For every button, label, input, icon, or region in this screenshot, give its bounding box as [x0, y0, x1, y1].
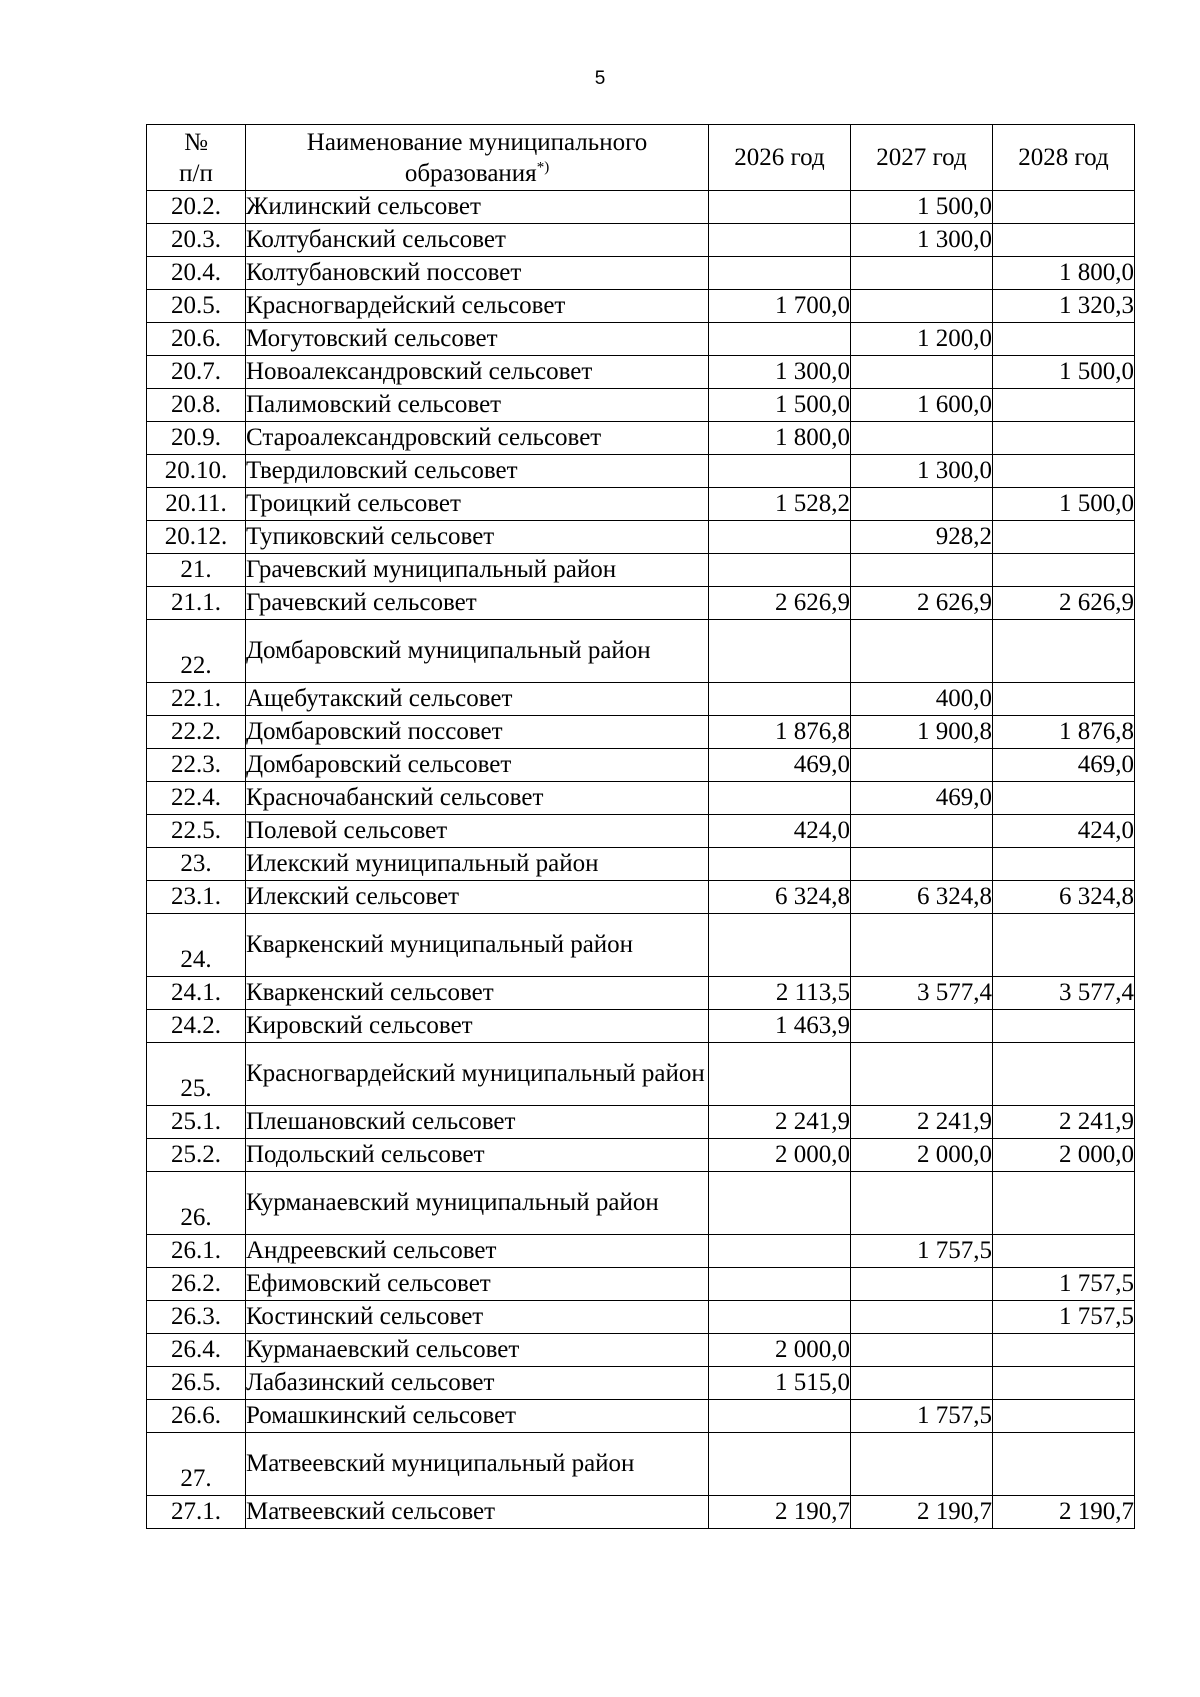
row-value-2027-cell	[851, 356, 993, 389]
row-value-2028-cell	[993, 782, 1135, 815]
row-value-2026-cell: 1 800,0	[709, 422, 851, 455]
row-value-2028-cell	[993, 455, 1135, 488]
table-row	[147, 1496, 1135, 1529]
table-row	[147, 1043, 1135, 1106]
row-number-cell: 26.6.	[147, 1400, 246, 1433]
row-value-2028-cell	[993, 323, 1135, 356]
row-name-cell: Полевой сельсовет	[246, 815, 709, 848]
row-number-cell: 26.1.	[147, 1235, 246, 1268]
row-name-cell: Матвеевский муниципальный район	[246, 1433, 709, 1496]
row-value-2026-cell: 2 000,0	[709, 1139, 851, 1172]
row-value-2027-cell	[851, 1334, 993, 1367]
row-value-2028-cell: 2 190,7	[993, 1496, 1135, 1529]
row-name-cell: Костинский сельсовет	[246, 1301, 709, 1334]
row-value-2028-cell	[993, 914, 1135, 977]
row-value-2028-cell: 2 626,9	[993, 587, 1135, 620]
row-value-2027-cell: 400,0	[851, 683, 993, 716]
header-year-2028: 2028 год	[993, 125, 1135, 191]
row-name-cell: Красногвардейский муниципальный район	[246, 1043, 709, 1106]
row-value-2026-cell: 6 324,8	[709, 881, 851, 914]
row-number-cell: 20.6.	[147, 323, 246, 356]
row-value-2027-cell: 1 300,0	[851, 455, 993, 488]
row-value-2026-cell	[709, 782, 851, 815]
table-row	[147, 488, 1135, 521]
row-value-2028-cell	[993, 1235, 1135, 1268]
table-row	[147, 323, 1135, 356]
row-name-cell: Грачевский муниципальный район	[246, 554, 709, 587]
row-number-cell: 20.4.	[147, 257, 246, 290]
row-number-cell: 26.2.	[147, 1268, 246, 1301]
header-year-2027: 2027 год	[851, 125, 993, 191]
row-value-2027-cell: 1 300,0	[851, 224, 993, 257]
row-value-2027-cell: 1 200,0	[851, 323, 993, 356]
row-value-2028-cell	[993, 1367, 1135, 1400]
row-number-cell: 20.2.	[147, 191, 246, 224]
row-value-2027-cell	[851, 1043, 993, 1106]
row-value-2026-cell	[709, 1235, 851, 1268]
row-value-2028-cell	[993, 191, 1135, 224]
row-name-cell: Кировский сельсовет	[246, 1010, 709, 1043]
row-name-cell: Колтубановский поссовет	[246, 257, 709, 290]
table-row	[147, 554, 1135, 587]
row-value-2027-cell: 2 241,9	[851, 1106, 993, 1139]
row-value-2026-cell	[709, 914, 851, 977]
row-value-2027-cell	[851, 257, 993, 290]
row-value-2028-cell: 1 500,0	[993, 356, 1135, 389]
row-value-2028-cell	[993, 1043, 1135, 1106]
row-value-2027-cell: 1 500,0	[851, 191, 993, 224]
table-row	[147, 1139, 1135, 1172]
row-value-2027-cell: 928,2	[851, 521, 993, 554]
row-number-cell: 22.4.	[147, 782, 246, 815]
row-value-2028-cell: 3 577,4	[993, 977, 1135, 1010]
row-number-cell: 22.5.	[147, 815, 246, 848]
row-name-cell: Домбаровский поссовет	[246, 716, 709, 749]
row-name-cell: Плешановский сельсовет	[246, 1106, 709, 1139]
table-row	[147, 587, 1135, 620]
row-name-cell: Ромашкинский сельсовет	[246, 1400, 709, 1433]
row-value-2028-cell	[993, 224, 1135, 257]
row-value-2028-cell: 1 757,5	[993, 1268, 1135, 1301]
row-value-2027-cell	[851, 488, 993, 521]
row-number-cell: 20.10.	[147, 455, 246, 488]
table-header-row	[147, 125, 1135, 191]
table-row	[147, 1172, 1135, 1235]
row-name-cell: Палимовский сельсовет	[246, 389, 709, 422]
row-value-2026-cell	[709, 1043, 851, 1106]
row-value-2027-cell	[851, 1172, 993, 1235]
table-row	[147, 290, 1135, 323]
row-value-2027-cell: 3 577,4	[851, 977, 993, 1010]
row-name-cell: Староалександровский сельсовет	[246, 422, 709, 455]
row-value-2027-cell	[851, 554, 993, 587]
table-row	[147, 977, 1135, 1010]
row-value-2026-cell	[709, 1172, 851, 1235]
row-value-2027-cell	[851, 1301, 993, 1334]
row-value-2026-cell: 2 113,5	[709, 977, 851, 1010]
table-row	[147, 389, 1135, 422]
row-value-2026-cell	[709, 554, 851, 587]
row-number-cell: 26.3.	[147, 1301, 246, 1334]
table-row	[147, 683, 1135, 716]
row-number-cell: 22.	[147, 620, 246, 683]
table-row	[147, 1334, 1135, 1367]
table-row	[147, 1367, 1135, 1400]
row-value-2027-cell	[851, 1433, 993, 1496]
row-value-2028-cell	[993, 1334, 1135, 1367]
row-value-2028-cell: 1 320,3	[993, 290, 1135, 323]
row-value-2027-cell: 2 000,0	[851, 1139, 993, 1172]
row-number-cell: 21.1.	[147, 587, 246, 620]
row-value-2028-cell	[993, 422, 1135, 455]
row-value-2027-cell: 2 626,9	[851, 587, 993, 620]
page-number: 5	[594, 68, 606, 89]
row-value-2028-cell: 1 500,0	[993, 488, 1135, 521]
allocation-table	[146, 124, 1135, 1529]
row-value-2026-cell: 2 241,9	[709, 1106, 851, 1139]
row-value-2028-cell	[993, 1433, 1135, 1496]
table-row	[147, 815, 1135, 848]
row-value-2028-cell: 1 800,0	[993, 257, 1135, 290]
table-row	[147, 1235, 1135, 1268]
table-body	[147, 191, 1135, 1529]
row-number-cell: 20.9.	[147, 422, 246, 455]
row-name-cell: Курманаевский муниципальный район	[246, 1172, 709, 1235]
row-number-cell: 25.	[147, 1043, 246, 1106]
row-number-cell: 26.5.	[147, 1367, 246, 1400]
header-number-sign: №	[184, 128, 208, 156]
row-number-cell: 23.1.	[147, 881, 246, 914]
row-name-cell: Троицкий сельсовет	[246, 488, 709, 521]
row-name-cell: Могутовский сельсовет	[246, 323, 709, 356]
table-row	[147, 1268, 1135, 1301]
row-value-2026-cell: 424,0	[709, 815, 851, 848]
row-value-2026-cell: 1 876,8	[709, 716, 851, 749]
row-value-2027-cell	[851, 749, 993, 782]
row-name-cell: Илекский муниципальный район	[246, 848, 709, 881]
row-name-cell: Тупиковский сельсовет	[246, 521, 709, 554]
row-value-2027-cell: 469,0	[851, 782, 993, 815]
table-row	[147, 257, 1135, 290]
row-value-2027-cell: 1 757,5	[851, 1400, 993, 1433]
row-name-cell: Колтубанский сельсовет	[246, 224, 709, 257]
row-name-cell: Твердиловский сельсовет	[246, 455, 709, 488]
row-value-2028-cell: 469,0	[993, 749, 1135, 782]
row-value-2026-cell: 1 700,0	[709, 290, 851, 323]
header-number	[147, 125, 246, 191]
row-value-2028-cell	[993, 1172, 1135, 1235]
table-row	[147, 914, 1135, 977]
row-value-2027-cell	[851, 290, 993, 323]
row-value-2026-cell: 2 190,7	[709, 1496, 851, 1529]
row-value-2026-cell: 2 626,9	[709, 587, 851, 620]
row-name-cell: Жилинский сельсовет	[246, 191, 709, 224]
row-value-2027-cell	[851, 1268, 993, 1301]
header-name	[246, 125, 709, 191]
row-name-cell: Илекский сельсовет	[246, 881, 709, 914]
row-value-2027-cell	[851, 620, 993, 683]
row-value-2026-cell	[709, 521, 851, 554]
row-value-2028-cell	[993, 683, 1135, 716]
row-value-2027-cell: 6 324,8	[851, 881, 993, 914]
row-value-2026-cell: 1 500,0	[709, 389, 851, 422]
table-row	[147, 620, 1135, 683]
row-number-cell: 22.3.	[147, 749, 246, 782]
row-value-2026-cell	[709, 323, 851, 356]
row-value-2026-cell	[709, 848, 851, 881]
row-value-2026-cell: 1 515,0	[709, 1367, 851, 1400]
table-row	[147, 191, 1135, 224]
table-row	[147, 1301, 1135, 1334]
row-value-2028-cell	[993, 389, 1135, 422]
table-row	[147, 782, 1135, 815]
row-value-2026-cell	[709, 1268, 851, 1301]
row-value-2027-cell	[851, 848, 993, 881]
row-value-2026-cell: 1 463,9	[709, 1010, 851, 1043]
row-name-cell: Красночабанский сельсовет	[246, 782, 709, 815]
row-value-2027-cell	[851, 1010, 993, 1043]
row-value-2028-cell: 6 324,8	[993, 881, 1135, 914]
table-row	[147, 455, 1135, 488]
row-number-cell: 20.5.	[147, 290, 246, 323]
row-name-cell: Кваркенский муниципальный район	[246, 914, 709, 977]
row-value-2027-cell: 1 900,8	[851, 716, 993, 749]
row-name-cell: Ефимовский сельсовет	[246, 1268, 709, 1301]
row-value-2027-cell: 2 190,7	[851, 1496, 993, 1529]
row-value-2028-cell: 424,0	[993, 815, 1135, 848]
row-value-2026-cell	[709, 1400, 851, 1433]
row-value-2027-cell	[851, 422, 993, 455]
row-value-2026-cell	[709, 620, 851, 683]
row-value-2026-cell	[709, 455, 851, 488]
row-number-cell: 20.3.	[147, 224, 246, 257]
table-row	[147, 1433, 1135, 1496]
row-value-2028-cell	[993, 848, 1135, 881]
row-value-2026-cell	[709, 191, 851, 224]
row-number-cell: 20.12.	[147, 521, 246, 554]
row-value-2028-cell	[993, 1400, 1135, 1433]
row-value-2028-cell: 1 876,8	[993, 716, 1135, 749]
row-name-cell: Лабазинский сельсовет	[246, 1367, 709, 1400]
row-number-cell: 20.7.	[147, 356, 246, 389]
table-row	[147, 848, 1135, 881]
row-value-2028-cell	[993, 620, 1135, 683]
table-row	[147, 716, 1135, 749]
table-row	[147, 1106, 1135, 1139]
row-number-cell: 20.11.	[147, 488, 246, 521]
row-number-cell: 23.	[147, 848, 246, 881]
row-value-2026-cell	[709, 1433, 851, 1496]
row-number-cell: 21.	[147, 554, 246, 587]
row-value-2028-cell: 1 757,5	[993, 1301, 1135, 1334]
row-value-2026-cell: 1 528,2	[709, 488, 851, 521]
row-number-cell: 22.2.	[147, 716, 246, 749]
row-value-2028-cell	[993, 521, 1135, 554]
table-row	[147, 356, 1135, 389]
row-number-cell: 27.	[147, 1433, 246, 1496]
row-value-2027-cell	[851, 815, 993, 848]
row-value-2026-cell: 469,0	[709, 749, 851, 782]
row-number-cell: 25.1.	[147, 1106, 246, 1139]
row-name-cell: Грачевский сельсовет	[246, 587, 709, 620]
row-value-2026-cell	[709, 224, 851, 257]
row-name-cell: Домбаровский сельсовет	[246, 749, 709, 782]
row-name-cell: Матвеевский сельсовет	[246, 1496, 709, 1529]
row-number-cell: 25.2.	[147, 1139, 246, 1172]
table-row	[147, 749, 1135, 782]
row-value-2026-cell: 1 300,0	[709, 356, 851, 389]
row-number-cell: 24.1.	[147, 977, 246, 1010]
row-name-cell: Новоалександровский сельсовет	[246, 356, 709, 389]
row-name-cell: Кваркенский сельсовет	[246, 977, 709, 1010]
row-name-cell: Домбаровский муниципальный район	[246, 620, 709, 683]
row-number-cell: 24.	[147, 914, 246, 977]
row-value-2027-cell: 1 600,0	[851, 389, 993, 422]
table-row	[147, 1400, 1135, 1433]
row-number-cell: 26.4.	[147, 1334, 246, 1367]
row-value-2027-cell	[851, 1367, 993, 1400]
row-number-cell: 26.	[147, 1172, 246, 1235]
row-name-cell: Красногвардейский сельсовет	[246, 290, 709, 323]
table-row	[147, 422, 1135, 455]
row-value-2026-cell: 2 000,0	[709, 1334, 851, 1367]
row-name-cell: Ащебутакский сельсовет	[246, 683, 709, 716]
table-row	[147, 224, 1135, 257]
row-value-2028-cell: 2 000,0	[993, 1139, 1135, 1172]
header-name-footnote-mark: *)	[536, 159, 550, 176]
row-value-2026-cell	[709, 257, 851, 290]
row-number-cell: 22.1.	[147, 683, 246, 716]
row-value-2028-cell	[993, 1010, 1135, 1043]
row-value-2027-cell: 1 757,5	[851, 1235, 993, 1268]
row-value-2028-cell: 2 241,9	[993, 1106, 1135, 1139]
row-number-cell: 20.8.	[147, 389, 246, 422]
row-name-cell: Курманаевский сельсовет	[246, 1334, 709, 1367]
header-year-2026: 2026 год	[709, 125, 851, 191]
row-name-cell: Подольский сельсовет	[246, 1139, 709, 1172]
table-row	[147, 881, 1135, 914]
header-number-abbrev: п/п	[179, 159, 213, 187]
row-number-cell: 27.1.	[147, 1496, 246, 1529]
header-name-text: Наименование муниципального образования	[306, 128, 648, 187]
row-name-cell: Андреевский сельсовет	[246, 1235, 709, 1268]
row-value-2026-cell	[709, 1301, 851, 1334]
row-value-2027-cell	[851, 914, 993, 977]
table-row	[147, 1010, 1135, 1043]
row-value-2026-cell	[709, 683, 851, 716]
row-number-cell: 24.2.	[147, 1010, 246, 1043]
table-row	[147, 521, 1135, 554]
row-value-2028-cell	[993, 554, 1135, 587]
